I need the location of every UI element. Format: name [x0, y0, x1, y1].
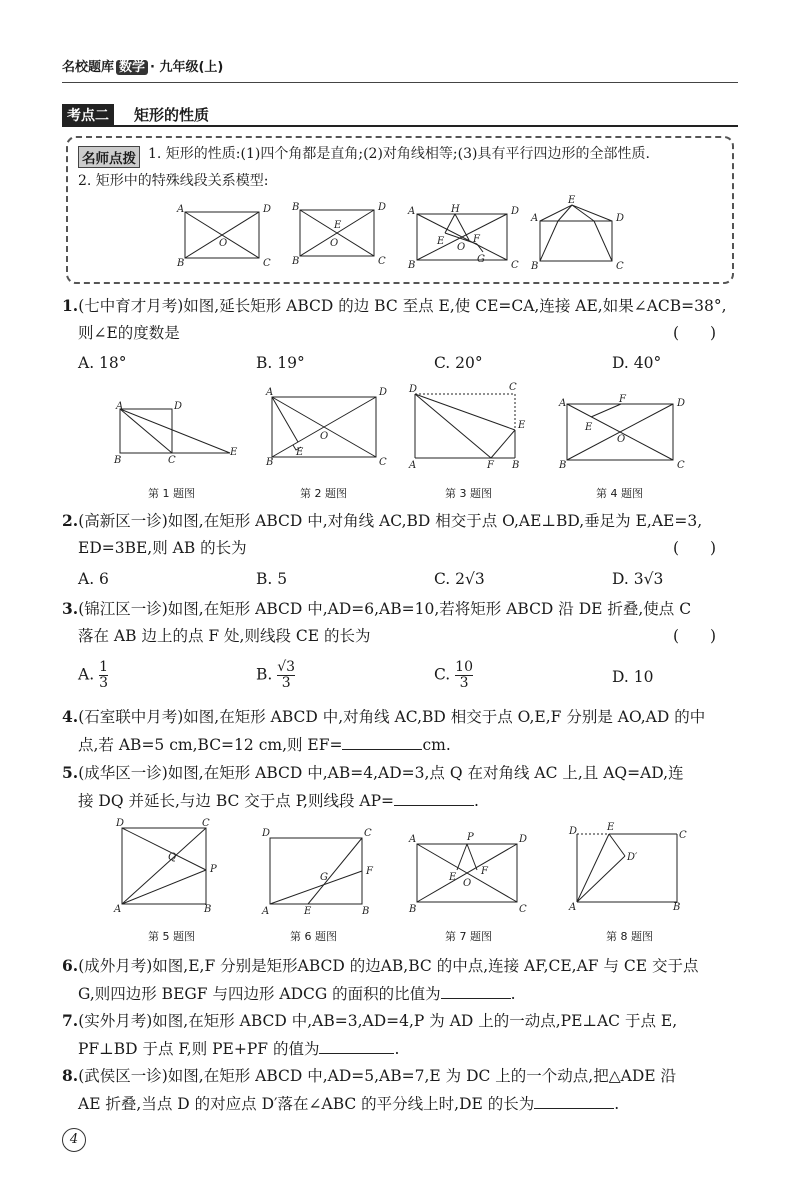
svg-text:A: A	[408, 206, 416, 217]
svg-text:B: B	[673, 902, 681, 913]
caption-fig-7: 第 7 题图	[445, 930, 492, 943]
svg-text:C: C	[168, 455, 176, 466]
q3-option-b-letter: B.	[256, 665, 273, 684]
svg-text:C: C	[511, 260, 519, 271]
svg-text:E: E	[304, 906, 312, 917]
svg-text:D: D	[409, 384, 418, 395]
question-2-number: 2.	[62, 511, 79, 530]
svg-text:D: D	[379, 387, 388, 398]
svg-text:B: B	[292, 256, 300, 267]
svg-text:O: O	[463, 878, 472, 889]
caption-fig-4: 第 4 题图	[596, 487, 643, 500]
svg-text:E: E	[230, 447, 238, 458]
svg-text:O: O	[330, 238, 339, 249]
header-rule	[62, 82, 738, 83]
svg-text:P: P	[467, 832, 474, 843]
q3-option-c-fraction: $\frac{10}{3}$	[455, 659, 473, 691]
question-7-answer-blank[interactable]	[319, 1037, 394, 1054]
q1-option-c[interactable]: C. 20°	[434, 354, 483, 372]
question-4-text-1: (石室联中月考)如图,在矩形 ABCD 中,对角线 AC,BD 相交于点 O,E,F 分别是 AO,AD 的中	[78, 708, 706, 726]
svg-text:B: B	[292, 202, 300, 213]
question-2-line-2: ED=3BE,则 AB 的长为	[78, 539, 247, 557]
section-tag: 考点二	[62, 104, 114, 126]
question-5-number: 5.	[62, 763, 79, 782]
question-8-line-2	[78, 1092, 619, 1115]
question-4-answer-blank[interactable]	[342, 733, 422, 750]
q3-option-d[interactable]: D. 10	[612, 668, 654, 686]
figure-q2	[262, 385, 387, 470]
svg-text:A: A	[559, 398, 567, 409]
svg-text:C: C	[378, 256, 386, 267]
figure-q7	[405, 828, 530, 913]
tip-line-2: 2. 矩形中的特殊线段关系模型:	[78, 173, 269, 189]
svg-text:B: B	[362, 906, 370, 917]
question-7-number: 7.	[62, 1011, 79, 1030]
question-5-answer-blank[interactable]	[394, 789, 474, 806]
svg-text:B: B	[408, 260, 416, 271]
svg-text:C: C	[364, 828, 372, 839]
svg-text:P: P	[210, 864, 217, 875]
q2-option-b[interactable]: B. 5	[256, 570, 288, 588]
svg-text:Q: Q	[168, 852, 177, 863]
question-7-line-1	[62, 1010, 677, 1032]
svg-text:A: A	[569, 902, 577, 913]
svg-text:O: O	[320, 431, 329, 442]
q2-option-c[interactable]: C. 2√3	[434, 570, 485, 588]
question-8-period: .	[614, 1095, 620, 1113]
svg-text:O: O	[219, 238, 228, 249]
tip-figure-1	[175, 200, 275, 270]
figure-q4	[555, 390, 685, 470]
tip-line-1: 1. 矩形的性质:(1)四个角都是直角;(2)对角线相等;(3)具有平行四边形的全部性质.	[148, 146, 650, 162]
question-6-answer-blank[interactable]	[441, 982, 511, 999]
figure-q1	[112, 395, 242, 470]
caption-fig-3: 第 3 题图	[445, 487, 492, 500]
svg-text:C: C	[263, 258, 271, 269]
tip-figure-3	[405, 200, 520, 270]
q3-option-c-letter: C.	[434, 665, 451, 684]
question-2-text-1: (高新区一诊)如图,在矩形 ABCD 中,对角线 AC,BD 相交于点 O,AE⊥BD,垂足为 E,AE=3,	[78, 512, 703, 530]
svg-text:B: B	[114, 455, 122, 466]
question-8-line-1	[62, 1065, 676, 1087]
question-6-line-2	[78, 982, 516, 1005]
q2-option-a[interactable]: A. 6	[78, 570, 109, 588]
svg-text:B: B	[204, 904, 212, 915]
question-1-line-2: 则∠E的度数是	[78, 324, 180, 342]
svg-text:D′: D′	[627, 852, 638, 863]
section-title: 矩形的性质	[134, 106, 210, 124]
svg-text:O: O	[457, 242, 466, 253]
question-5-line-2	[78, 789, 479, 812]
question-8-text-1: (武侯区一诊)如图,在矩形 ABCD 中,AD=5,AB=7,E 为 DC 上的一个动点,把△ADE 沿	[78, 1067, 676, 1085]
q1-option-a[interactable]: A. 18°	[78, 354, 127, 372]
svg-text:E: E	[568, 195, 576, 206]
question-6-text-2: G,则四边形 BEGF 与四边形 ADCG 的面积的比值为	[78, 985, 441, 1003]
svg-text:E: E	[585, 422, 593, 433]
svg-text:C: C	[679, 830, 687, 841]
q3-option-a-fraction: $\frac{1}{3}$	[99, 659, 108, 691]
question-5-line-1	[62, 762, 684, 784]
svg-text:A: A	[177, 204, 185, 215]
question-5-period: .	[474, 792, 479, 810]
question-6-period: .	[510, 985, 516, 1003]
svg-text:E: E	[607, 822, 615, 833]
caption-fig-6: 第 6 题图	[290, 930, 337, 943]
question-8-text-2: AE 折叠,当点 D 的对应点 D′落在∠ABC 的平分线上时,DE 的长为	[78, 1095, 535, 1113]
svg-text:O: O	[617, 434, 626, 445]
question-4-line-2	[78, 733, 451, 756]
svg-text:A: A	[409, 834, 417, 845]
svg-text:C: C	[519, 904, 527, 915]
svg-text:C: C	[509, 382, 517, 393]
svg-text:C: C	[616, 261, 624, 272]
svg-text:G: G	[477, 254, 485, 265]
question-3-number: 3.	[62, 599, 79, 618]
question-7-text-2: PF⊥BD 于点 F,则 PE+PF 的值为	[78, 1040, 320, 1058]
question-6-text-1: (成外月考)如图,E,F 分别是矩形ABCD 的边AB,BC 的中点,连接 AF,CE,AF 与 CE 交于点	[78, 957, 699, 975]
question-6-line-1	[62, 955, 699, 977]
svg-text:B: B	[531, 261, 539, 272]
svg-text:C: C	[677, 460, 685, 471]
question-4-unit: cm.	[422, 736, 451, 754]
question-5-text-1: (成华区一诊)如图,在矩形 ABCD 中,AB=4,AD=3,点 Q 在对角线 AC 上,且 AQ=AD,连	[78, 764, 684, 782]
svg-text:D: D	[262, 828, 271, 839]
question-1-line-1	[62, 295, 727, 317]
svg-text:H: H	[451, 204, 460, 215]
svg-text:D: D	[263, 204, 272, 215]
question-3-text-1: (锦江区一诊)如图,在矩形 ABCD 中,AD=6,AB=10,若将矩形 ABCD 沿 DE 折叠,使点 C	[78, 600, 692, 618]
svg-text:A: A	[116, 401, 124, 412]
tip-figure-2	[290, 198, 390, 268]
q3-option-a-letter: A.	[78, 665, 95, 684]
q1-option-d[interactable]: D. 40°	[612, 354, 662, 372]
question-3-line-2: 落在 AB 边上的点 F 处,则线段 CE 的长为	[78, 627, 371, 645]
svg-text:A: A	[262, 906, 270, 917]
q3-option-b-fraction: $\frac{√3}{3}$	[277, 659, 296, 691]
svg-text:D: D	[616, 213, 625, 224]
question-8-answer-blank[interactable]	[534, 1092, 614, 1109]
svg-text:E: E	[334, 220, 342, 231]
q3-option-b[interactable]	[256, 660, 295, 691]
question-1-text-1: (七中育才月考)如图,延长矩形 ABCD 的边 BC 至点 E,使 CE=CA,连接 AE,如果∠ACB=38°,	[78, 297, 727, 315]
svg-text:F: F	[481, 866, 488, 877]
svg-text:B: B	[409, 904, 417, 915]
svg-text:A: A	[114, 904, 122, 915]
svg-text:D: D	[519, 834, 528, 845]
figure-q8	[565, 820, 690, 913]
book-header	[62, 56, 223, 75]
svg-text:E: E	[296, 447, 304, 458]
brand-name: 名校题库	[62, 60, 115, 75]
question-6-number: 6.	[62, 956, 79, 975]
svg-text:D: D	[569, 826, 578, 837]
question-7-line-2	[78, 1037, 399, 1060]
svg-text:C: C	[379, 457, 387, 468]
question-4-line-1	[62, 706, 705, 728]
question-4-text-2: 点,若 AB=5 cm,BC=12 cm,则 EF=	[78, 736, 343, 754]
svg-text:B: B	[266, 457, 274, 468]
question-5-text-2: 接 DQ 并延长,与边 BC 交于点 P,则线段 AP=	[78, 792, 394, 810]
q1-option-b[interactable]: B. 19°	[256, 354, 305, 372]
svg-text:A: A	[531, 213, 539, 224]
svg-text:B: B	[559, 460, 567, 471]
page-number: 4	[62, 1128, 86, 1152]
svg-text:F: F	[366, 866, 373, 877]
question-1-number: 1.	[62, 296, 79, 315]
svg-text:F: F	[473, 234, 480, 245]
svg-text:E: E	[437, 236, 445, 247]
subject-badge: 数学	[116, 60, 148, 75]
figure-q6	[258, 828, 378, 917]
svg-text:D: D	[116, 818, 125, 829]
caption-fig-2: 第 2 题图	[300, 487, 347, 500]
svg-text:F: F	[619, 394, 626, 405]
question-2-line-1	[62, 510, 702, 532]
question-3-answer-paren: ( )	[673, 627, 717, 645]
svg-text:C: C	[202, 818, 210, 829]
question-1-answer-paren: ( )	[673, 324, 717, 342]
svg-text:E: E	[518, 420, 526, 431]
question-8-number: 8.	[62, 1066, 79, 1085]
svg-text:B: B	[177, 258, 185, 269]
svg-text:E: E	[449, 872, 457, 883]
tip-figure-4	[528, 195, 628, 270]
svg-text:A: A	[409, 460, 417, 471]
question-4-number: 4.	[62, 707, 79, 726]
q3-option-a[interactable]	[78, 660, 108, 691]
svg-text:F: F	[487, 460, 494, 471]
svg-text:G: G	[320, 872, 328, 883]
svg-text:D: D	[677, 398, 686, 409]
question-2-answer-paren: ( )	[673, 539, 717, 557]
question-7-period: .	[394, 1040, 400, 1058]
svg-text:D: D	[511, 206, 520, 217]
svg-text:D: D	[174, 401, 183, 412]
caption-fig-8: 第 8 题图	[606, 930, 653, 943]
question-3-line-1	[62, 598, 691, 620]
grade-label: · 九年级(上)	[150, 60, 224, 75]
svg-text:A: A	[266, 387, 274, 398]
q3-option-c[interactable]	[434, 660, 473, 691]
svg-text:B: B	[512, 460, 520, 471]
svg-text:D: D	[378, 202, 387, 213]
q2-option-d[interactable]: D. 3√3	[612, 570, 664, 588]
figure-q3	[405, 380, 530, 470]
figure-q5	[112, 818, 222, 913]
caption-fig-1: 第 1 题图	[148, 487, 195, 500]
question-7-text-1: (实外月考)如图,在矩形 ABCD 中,AB=3,AD=4,P 为 AD 上的一动点,PE⊥AC 于点 E,	[78, 1012, 678, 1030]
section-rule	[62, 125, 738, 127]
caption-fig-5: 第 5 题图	[148, 930, 195, 943]
tip-tag: 名师点拨	[78, 146, 140, 168]
